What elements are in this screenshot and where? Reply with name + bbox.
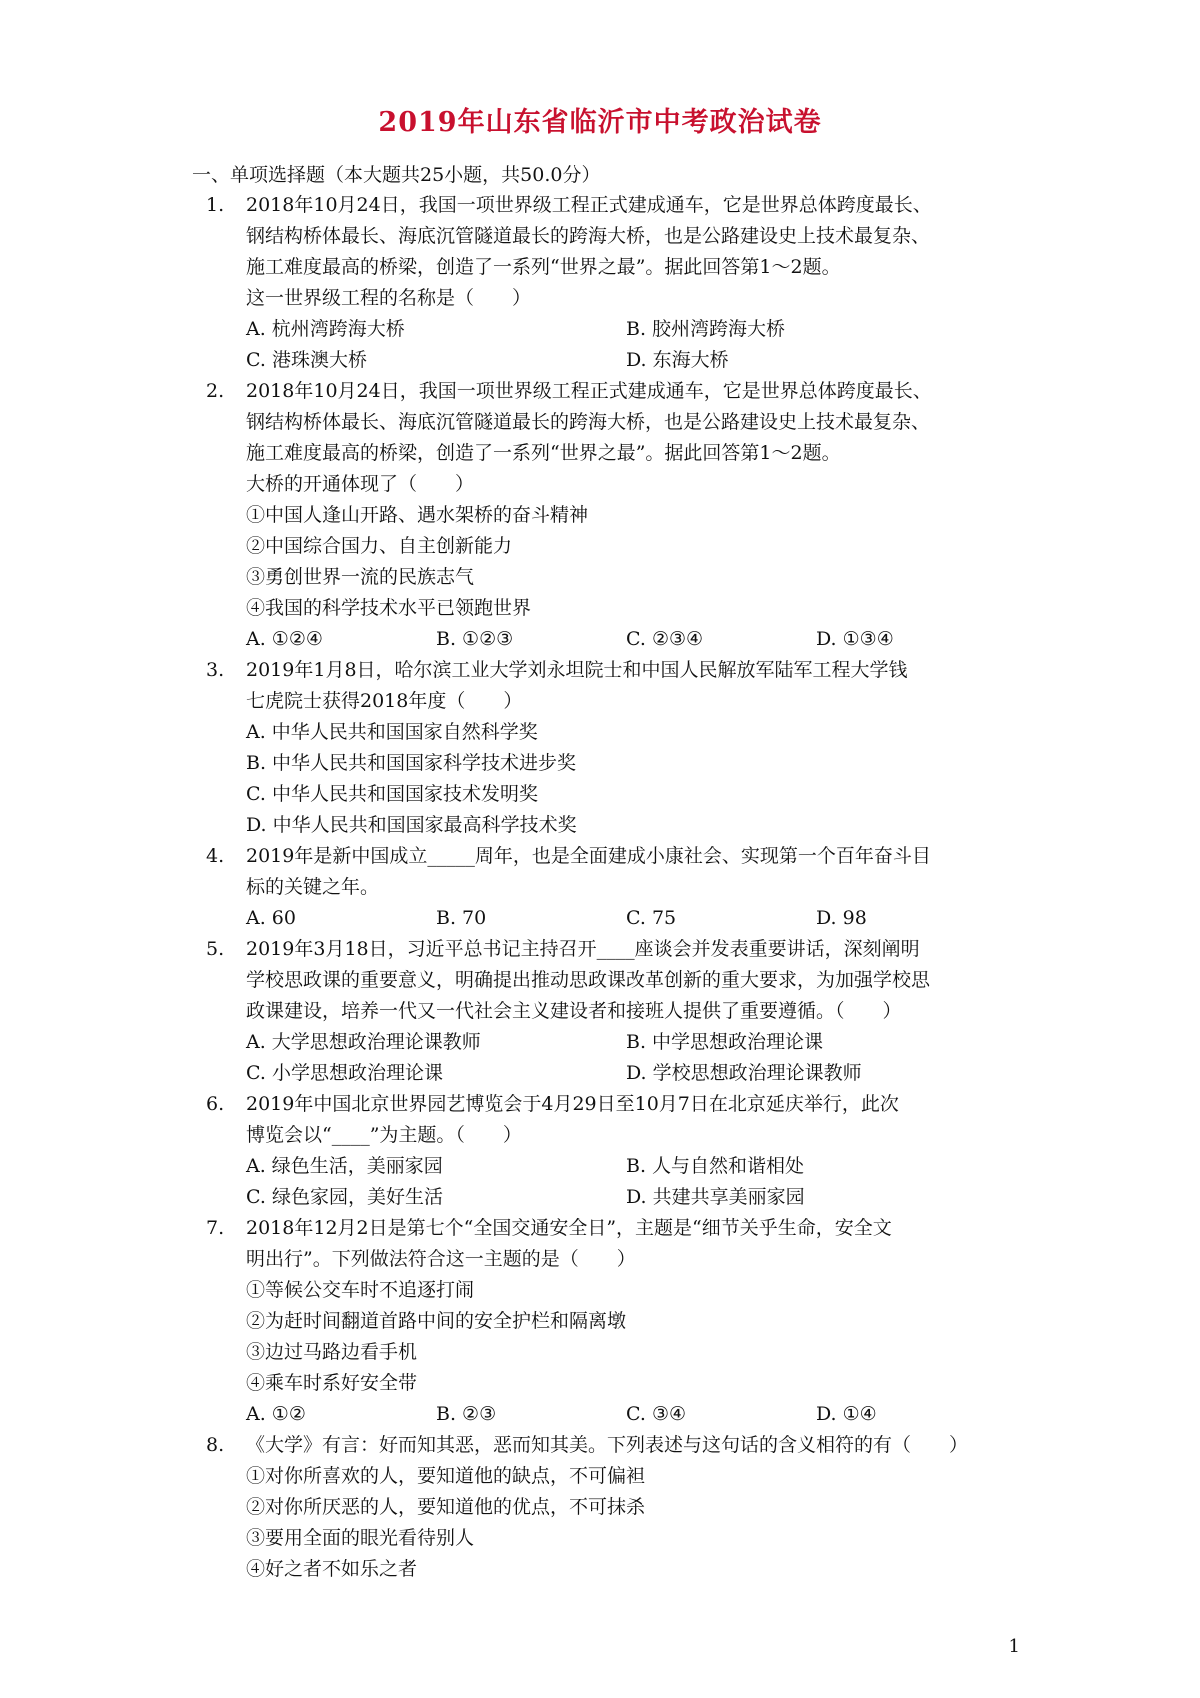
question-text-line: 这一世界级工程的名称是（ ） bbox=[246, 287, 532, 309]
option-a: A. 60 bbox=[246, 907, 296, 929]
question-number: 1. bbox=[206, 194, 225, 216]
question-number: 3. bbox=[206, 659, 225, 681]
question-number: 4. bbox=[206, 845, 225, 867]
statement-line: ③要用全面的眼光看待别人 bbox=[246, 1527, 475, 1549]
section-heading: 一、单项选择题（本大题共25小题，共50.0分） bbox=[192, 164, 601, 186]
statement-line: ②中国综合国力、自主创新能力 bbox=[246, 535, 513, 557]
question-number: 8. bbox=[206, 1434, 225, 1456]
question-text-line: 钢结构桥体最长、海底沉管隧道最长的跨海大桥，也是公路建设史上技术最复杂、 bbox=[246, 225, 931, 247]
option-group bbox=[246, 717, 1022, 841]
question-text-line: 2019年1月8日，哈尔滨工业大学刘永坦院士和中国人民解放军陆军工程大学钱 bbox=[246, 659, 908, 681]
question-text-line: 2019年是新中国成立_____周年，也是全面建成小康社会、实现第一个百年奋斗目 bbox=[246, 845, 931, 867]
question-number: 5. bbox=[206, 938, 225, 960]
statement-line: ①等候公交车时不追逐打闹 bbox=[246, 1279, 475, 1301]
option-d: D. 东海大桥 bbox=[626, 349, 729, 371]
option-d: D. 学校思想政治理论课教师 bbox=[626, 1062, 862, 1084]
option-group bbox=[246, 624, 1022, 655]
option-group bbox=[246, 1151, 1022, 1213]
option-d: D. 中华人民共和国国家最高科学技术奖 bbox=[246, 814, 577, 836]
question-text-line: 2019年中国北京世界园艺博览会于4月29日至10月7日在北京延庆举行，此次 bbox=[246, 1093, 899, 1115]
option-group bbox=[246, 1399, 1022, 1430]
question-number: 2. bbox=[206, 380, 225, 402]
page-number: 1 bbox=[1008, 1636, 1020, 1657]
question-text-line: 政课建设，培养一代又一代社会主义建设者和接班人提供了重要遵循。（ ） bbox=[246, 1000, 902, 1022]
question-text-line: 大桥的开通体现了（ ） bbox=[246, 473, 475, 495]
question-4 bbox=[192, 841, 1022, 934]
option-c: C. ②③④ bbox=[626, 628, 704, 650]
option-b: B. 70 bbox=[436, 907, 487, 929]
statement-line: ③勇创世界一流的民族志气 bbox=[246, 566, 475, 588]
option-c: C. 绿色家园，美好生活 bbox=[246, 1186, 443, 1208]
question-6 bbox=[192, 1089, 1022, 1213]
question-7 bbox=[192, 1213, 1022, 1430]
question-text-line: 明出行”。下列做法符合这一主题的是（ ） bbox=[246, 1248, 636, 1270]
option-c: C. 港珠澳大桥 bbox=[246, 349, 367, 371]
option-d: D. ①④ bbox=[816, 1403, 877, 1425]
question-5 bbox=[192, 934, 1022, 1089]
question-1 bbox=[192, 190, 1022, 376]
option-b: B. ②③ bbox=[436, 1403, 497, 1425]
option-d: D. 98 bbox=[816, 907, 867, 929]
statement-line: ②为赶时间翻道首路中间的安全护栏和隔离墩 bbox=[246, 1310, 627, 1332]
option-b: B. ①②③ bbox=[436, 628, 514, 650]
option-b: B. 中华人民共和国国家科学技术进步奖 bbox=[246, 752, 577, 774]
question-text-line: 七虎院士获得2018年度（ ） bbox=[246, 690, 523, 712]
question-2 bbox=[192, 376, 1022, 655]
question-text-line: 《大学》有言：好而知其恶，恶而知其美。下列表述与这句话的含义相符的有（ ） bbox=[246, 1434, 969, 1456]
exam-title: 2019年山东省临沂市中考政治试卷 bbox=[378, 107, 822, 138]
question-text-line: 2018年10月24日，我国一项世界级工程正式建成通车，它是世界总体跨度最长、 bbox=[246, 380, 932, 402]
question-number: 6. bbox=[206, 1093, 225, 1115]
statement-line: ④好之者不如乐之者 bbox=[246, 1558, 418, 1580]
question-number: 7. bbox=[206, 1217, 225, 1239]
question-8 bbox=[192, 1430, 1022, 1585]
option-group bbox=[246, 314, 1022, 376]
option-c: C. 75 bbox=[626, 907, 677, 929]
option-a: A. ①② bbox=[246, 1403, 306, 1425]
statement-line: ①对你所喜欢的人，要知道他的缺点，不可偏袒 bbox=[246, 1465, 646, 1487]
question-3 bbox=[192, 655, 1022, 841]
option-a: A. 绿色生活，美丽家园 bbox=[246, 1155, 443, 1177]
question-text-line: 2018年12月2日是第七个“全国交通安全日”，主题是“细节关乎生命，安全文 bbox=[246, 1217, 892, 1239]
question-text-line: 学校思政课的重要意义，明确提出推动思政课改革创新的重大要求，为加强学校思 bbox=[246, 969, 931, 991]
option-group bbox=[246, 903, 1022, 934]
option-a: A. ①②④ bbox=[246, 628, 323, 650]
option-group bbox=[246, 1027, 1022, 1089]
option-c: C. 中华人民共和国国家技术发明奖 bbox=[246, 783, 538, 805]
question-text-line: 2018年10月24日，我国一项世界级工程正式建成通车，它是世界总体跨度最长、 bbox=[246, 194, 932, 216]
question-text-line: 施工难度最高的桥梁，创造了一系列“世界之最”。据此回答第1～2题。 bbox=[246, 256, 841, 278]
question-text-line: 钢结构桥体最长、海底沉管隧道最长的跨海大桥，也是公路建设史上技术最复杂、 bbox=[246, 411, 931, 433]
statement-line: ②对你所厌恶的人，要知道他的优点，不可抹杀 bbox=[246, 1496, 646, 1518]
option-b: B. 胶州湾跨海大桥 bbox=[626, 318, 786, 340]
option-a: A. 杭州湾跨海大桥 bbox=[246, 318, 405, 340]
option-a: A. 大学思想政治理论课教师 bbox=[246, 1031, 481, 1053]
option-c: C. 小学思想政治理论课 bbox=[246, 1062, 443, 1084]
option-b: B. 人与自然和谐相处 bbox=[626, 1155, 805, 1177]
option-c: C. ③④ bbox=[626, 1403, 687, 1425]
question-text-line: 施工难度最高的桥梁，创造了一系列“世界之最”。据此回答第1～2题。 bbox=[246, 442, 841, 464]
question-list bbox=[192, 190, 1022, 1585]
question-text-line: 标的关键之年。 bbox=[246, 876, 380, 898]
option-d: D. ①③④ bbox=[816, 628, 894, 650]
statement-line: ④乘车时系好安全带 bbox=[246, 1372, 418, 1394]
statement-line: ①中国人逢山开路、遇水架桥的奋斗精神 bbox=[246, 504, 589, 526]
statement-line: ③边过马路边看手机 bbox=[246, 1341, 418, 1363]
statement-line: ④我国的科学技术水平已领跑世界 bbox=[246, 597, 532, 619]
question-text-line: 2019年3月18日，习近平总书记主持召开____座谈会并发表重要讲话，深刻阐明 bbox=[246, 938, 920, 960]
question-text-line: 博览会以“____”为主题。（ ） bbox=[246, 1124, 522, 1146]
option-b: B. 中学思想政治理论课 bbox=[626, 1031, 824, 1053]
option-d: D. 共建共享美丽家园 bbox=[626, 1186, 805, 1208]
option-a: A. 中华人民共和国国家自然科学奖 bbox=[246, 721, 538, 743]
